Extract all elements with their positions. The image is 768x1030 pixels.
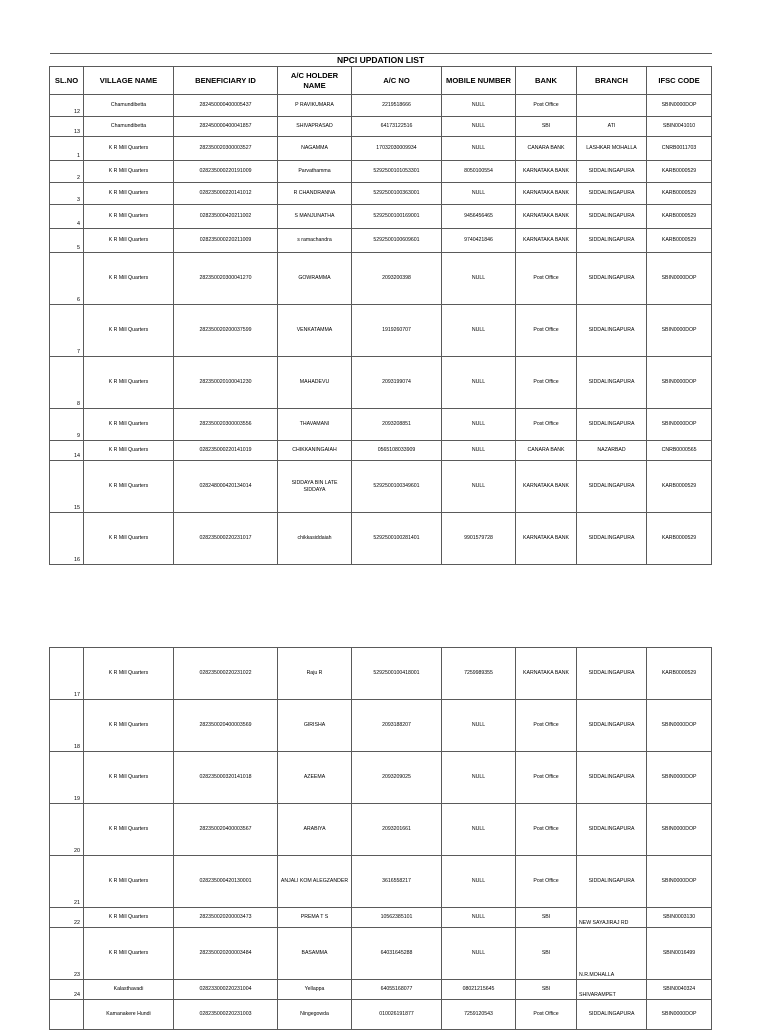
branch-cell: SIDDALINGAPURA bbox=[577, 856, 647, 908]
branch-cell: SIDDALINGAPURA bbox=[577, 700, 647, 752]
village-name-cell: K R Mill Quarters bbox=[84, 441, 174, 461]
ifsc-code-cell: KARB0000529 bbox=[647, 161, 712, 183]
mobile-number-cell: NULL bbox=[442, 409, 516, 441]
beneficiary-id-cell: 028235000420130001 bbox=[174, 856, 278, 908]
beneficiary-id-cell: 282350020400003569 bbox=[174, 700, 278, 752]
sl-no-cell: 16 bbox=[50, 513, 84, 565]
village-name-cell: K R Mill Quarters bbox=[84, 253, 174, 305]
ac-no-cell: 10562385101 bbox=[352, 908, 442, 928]
branch-cell bbox=[577, 95, 647, 117]
npci-table-1 bbox=[49, 53, 712, 565]
sl-no-cell: 4 bbox=[50, 205, 84, 229]
bank-cell: KARNATAKA BANK bbox=[516, 205, 577, 229]
sl-no-cell: 1 bbox=[50, 137, 84, 161]
bank-cell: Post Office bbox=[516, 752, 577, 804]
ac-no-cell: 2093208851 bbox=[352, 409, 442, 441]
table-row bbox=[50, 183, 712, 205]
table-row bbox=[50, 117, 712, 137]
ifsc-code-cell: SBIN0000DOP bbox=[647, 856, 712, 908]
ac-no-cell: 2093209025 bbox=[352, 752, 442, 804]
ac-holder-name-cell: Yellappa bbox=[278, 980, 352, 1000]
ifsc-code-cell: SBIN0000DOP bbox=[647, 752, 712, 804]
branch-cell: NAZARBAD bbox=[577, 441, 647, 461]
ifsc-code-cell: KARB0000529 bbox=[647, 205, 712, 229]
header-ac-no: A/C NO bbox=[352, 67, 442, 95]
branch-cell: SIDDALINGAPURA bbox=[577, 205, 647, 229]
npci-table-2 bbox=[49, 647, 712, 1030]
village-name-cell: Kamanakere Hundi bbox=[84, 1000, 174, 1030]
ac-no-cell: 2093200398 bbox=[352, 253, 442, 305]
ifsc-code-cell: KARB0000529 bbox=[647, 229, 712, 253]
ac-holder-name-cell: chikkasiddaiah bbox=[278, 513, 352, 565]
table-row bbox=[50, 908, 712, 928]
table-row bbox=[50, 752, 712, 804]
bank-cell: CANARA BANK bbox=[516, 441, 577, 461]
branch-cell: SIDDALINGAPURA bbox=[577, 253, 647, 305]
bank-cell: KARNATAKA BANK bbox=[516, 648, 577, 700]
village-name-cell: K R Mill Quarters bbox=[84, 183, 174, 205]
bank-cell: Post Office bbox=[516, 95, 577, 117]
ac-no-cell: 64031645288 bbox=[352, 928, 442, 980]
ifsc-code-cell: SBIN0000DOP bbox=[647, 804, 712, 856]
ac-no-cell: 1919260707 bbox=[352, 305, 442, 357]
ifsc-code-cell: CNRB0011703 bbox=[647, 137, 712, 161]
ifsc-code-cell: KARB0000529 bbox=[647, 648, 712, 700]
beneficiary-id-cell: 282350020200003473 bbox=[174, 908, 278, 928]
sl-no-cell: 12 bbox=[50, 95, 84, 117]
branch-cell: N.R.MOHALLA bbox=[577, 928, 647, 980]
table-row bbox=[50, 305, 712, 357]
branch-cell: ATI bbox=[577, 117, 647, 137]
branch-cell: SIDDALINGAPURA bbox=[577, 648, 647, 700]
bank-cell: SBI bbox=[516, 928, 577, 980]
header-row bbox=[50, 67, 712, 95]
table-row bbox=[50, 856, 712, 908]
ac-holder-name-cell: CHIKKANINGAIAH bbox=[278, 441, 352, 461]
mobile-number-cell: NULL bbox=[442, 461, 516, 513]
branch-cell: SIDDALINGAPURA bbox=[577, 229, 647, 253]
ac-holder-name-cell: SHIVAPRASAD bbox=[278, 117, 352, 137]
header-mobile-number: MOBILE NUMBER bbox=[442, 67, 516, 95]
ac-holder-name-cell: ARABIYA bbox=[278, 804, 352, 856]
sl-no-cell: 2 bbox=[50, 161, 84, 183]
ac-no-cell: 64055168077 bbox=[352, 980, 442, 1000]
ac-no-cell: 5292500100281401 bbox=[352, 513, 442, 565]
village-name-cell: K R Mill Quarters bbox=[84, 357, 174, 409]
beneficiary-id-cell: 028233000220231004 bbox=[174, 980, 278, 1000]
header-village-name: VILLAGE NAME bbox=[84, 67, 174, 95]
ifsc-code-cell: KARB0000529 bbox=[647, 461, 712, 513]
ifsc-code-cell: SBIN0000DOP bbox=[647, 357, 712, 409]
sl-no-cell: 9 bbox=[50, 409, 84, 441]
branch-cell: SIDDALINGAPURA bbox=[577, 513, 647, 565]
village-name-cell: K R Mill Quarters bbox=[84, 305, 174, 357]
branch-cell: SIDDALINGAPURA bbox=[577, 752, 647, 804]
village-name-cell: K R Mill Quarters bbox=[84, 700, 174, 752]
ac-no-cell: 5292500100349601 bbox=[352, 461, 442, 513]
ifsc-code-cell: SBIN0041010 bbox=[647, 117, 712, 137]
mobile-number-cell: NULL bbox=[442, 137, 516, 161]
sl-no-cell: 13 bbox=[50, 117, 84, 137]
header-bank: BANK bbox=[516, 67, 577, 95]
sl-no-cell: 22 bbox=[50, 908, 84, 928]
beneficiary-id-cell: 028235000420211002 bbox=[174, 205, 278, 229]
ac-no-cell: 5292500100363001 bbox=[352, 183, 442, 205]
table-row bbox=[50, 648, 712, 700]
table-row bbox=[50, 357, 712, 409]
sl-no-cell bbox=[50, 1000, 84, 1030]
beneficiary-id-cell: 282350020300003527 bbox=[174, 137, 278, 161]
branch-cell: SHIVARAMPET bbox=[577, 980, 647, 1000]
village-name-cell: K R Mill Quarters bbox=[84, 752, 174, 804]
ifsc-code-cell: KARB0000529 bbox=[647, 183, 712, 205]
bank-cell: KARNATAKA BANK bbox=[516, 161, 577, 183]
ac-no-cell: 5292500101053301 bbox=[352, 161, 442, 183]
ifsc-code-cell: SBIN0003130 bbox=[647, 908, 712, 928]
branch-cell: SIDDALINGAPURA bbox=[577, 1000, 647, 1030]
mobile-number-cell: NULL bbox=[442, 804, 516, 856]
ac-holder-name-cell: P RAVIKUMARA bbox=[278, 95, 352, 117]
village-name-cell: K R Mill Quarters bbox=[84, 205, 174, 229]
branch-cell: SIDDALINGAPURA bbox=[577, 183, 647, 205]
bank-cell: Post Office bbox=[516, 305, 577, 357]
table-row bbox=[50, 409, 712, 441]
beneficiary-id-cell: 282450000400005437 bbox=[174, 95, 278, 117]
bank-cell: KARNATAKA BANK bbox=[516, 183, 577, 205]
village-name-cell: K R Mill Quarters bbox=[84, 648, 174, 700]
ac-holder-name-cell: AZEEMA bbox=[278, 752, 352, 804]
ac-no-cell: 64173122516 bbox=[352, 117, 442, 137]
ac-holder-name-cell: Ningegowda bbox=[278, 1000, 352, 1030]
beneficiary-id-cell: 028248000420134014 bbox=[174, 461, 278, 513]
mobile-number-cell: 08021215645 bbox=[442, 980, 516, 1000]
table-2-body bbox=[50, 648, 712, 1030]
sl-no-cell: 15 bbox=[50, 461, 84, 513]
mobile-number-cell: NULL bbox=[442, 117, 516, 137]
ac-holder-name-cell: Parvathamma bbox=[278, 161, 352, 183]
ifsc-code-cell: SBIN0000DOP bbox=[647, 1000, 712, 1030]
branch-cell: SIDDALINGAPURA bbox=[577, 409, 647, 441]
mobile-number-cell: NULL bbox=[442, 928, 516, 980]
mobile-number-cell: NULL bbox=[442, 908, 516, 928]
mobile-number-cell: NULL bbox=[442, 856, 516, 908]
sl-no-cell: 17 bbox=[50, 648, 84, 700]
beneficiary-id-cell: 028235000220191009 bbox=[174, 161, 278, 183]
beneficiary-id-cell: 282350020400003567 bbox=[174, 804, 278, 856]
sl-no-cell: 14 bbox=[50, 441, 84, 461]
branch-cell: SIDDALINGAPURA bbox=[577, 461, 647, 513]
ac-no-cell: 010026191877 bbox=[352, 1000, 442, 1030]
ac-no-cell: 2093201661 bbox=[352, 804, 442, 856]
sl-no-cell: 23 bbox=[50, 928, 84, 980]
table-row bbox=[50, 928, 712, 980]
header-ifsc-code: IFSC CODE bbox=[647, 67, 712, 95]
village-name-cell: K R Mill Quarters bbox=[84, 409, 174, 441]
ac-no-cell: 5292500100169001 bbox=[352, 205, 442, 229]
ifsc-code-cell: SBIN0000DOP bbox=[647, 253, 712, 305]
bank-cell: Post Office bbox=[516, 357, 577, 409]
table-row bbox=[50, 441, 712, 461]
sl-no-cell: 6 bbox=[50, 253, 84, 305]
ac-no-cell: 3616558217 bbox=[352, 856, 442, 908]
mobile-number-cell: NULL bbox=[442, 441, 516, 461]
beneficiary-id-cell: 028235000320141018 bbox=[174, 752, 278, 804]
sl-no-cell: 20 bbox=[50, 804, 84, 856]
mobile-number-cell: NULL bbox=[442, 95, 516, 117]
ifsc-code-cell: SBIN0000DOP bbox=[647, 95, 712, 117]
sl-no-cell: 5 bbox=[50, 229, 84, 253]
village-name-cell: Chamundibetta bbox=[84, 117, 174, 137]
ac-no-cell: 5292500100609601 bbox=[352, 229, 442, 253]
table-1-body bbox=[50, 95, 712, 565]
ifsc-code-cell: SBIN0040324 bbox=[647, 980, 712, 1000]
table-row bbox=[50, 253, 712, 305]
table-row bbox=[50, 513, 712, 565]
ac-holder-name-cell: MAHADEVU bbox=[278, 357, 352, 409]
beneficiary-id-cell: 282350020200037599 bbox=[174, 305, 278, 357]
ac-holder-name-cell: BASAMMA bbox=[278, 928, 352, 980]
village-name-cell: K R Mill Quarters bbox=[84, 856, 174, 908]
mobile-number-cell: 7259120543 bbox=[442, 1000, 516, 1030]
ifsc-code-cell: SBIN0016499 bbox=[647, 928, 712, 980]
ifsc-code-cell: SBIN0000DOP bbox=[647, 409, 712, 441]
bank-cell: Post Office bbox=[516, 1000, 577, 1030]
mobile-number-cell: NULL bbox=[442, 357, 516, 409]
ac-holder-name-cell: ANJALI KOM ALEGZANDER bbox=[278, 856, 352, 908]
sl-no-cell: 24 bbox=[50, 980, 84, 1000]
bank-cell: Post Office bbox=[516, 253, 577, 305]
ac-holder-name-cell: THAVAMANI bbox=[278, 409, 352, 441]
ifsc-code-cell: KARB0000529 bbox=[647, 513, 712, 565]
table-row bbox=[50, 229, 712, 253]
bank-cell: KARNATAKA BANK bbox=[516, 229, 577, 253]
bank-cell: Post Office bbox=[516, 856, 577, 908]
ac-holder-name-cell: S MANJUNATHA bbox=[278, 205, 352, 229]
ac-no-cell: 2093199074 bbox=[352, 357, 442, 409]
table-row bbox=[50, 1000, 712, 1030]
mobile-number-cell: NULL bbox=[442, 752, 516, 804]
ifsc-code-cell: SBIN0000DOP bbox=[647, 700, 712, 752]
beneficiary-id-cell: 282350020300041270 bbox=[174, 253, 278, 305]
branch-cell: LASHKAR MOHALLA bbox=[577, 137, 647, 161]
ac-holder-name-cell: PREMA T S bbox=[278, 908, 352, 928]
table-row bbox=[50, 95, 712, 117]
village-name-cell: K R Mill Quarters bbox=[84, 161, 174, 183]
mobile-number-cell: 9901579728 bbox=[442, 513, 516, 565]
beneficiary-id-cell: 028235000220231022 bbox=[174, 648, 278, 700]
table-row bbox=[50, 700, 712, 752]
header-beneficiary-id: BENEFICIARY ID bbox=[174, 67, 278, 95]
ac-no-cell: 2219518666 bbox=[352, 95, 442, 117]
village-name-cell: K R Mill Quarters bbox=[84, 229, 174, 253]
sl-no-cell: 19 bbox=[50, 752, 84, 804]
table-row bbox=[50, 161, 712, 183]
ac-holder-name-cell: s ramachandra bbox=[278, 229, 352, 253]
branch-cell: SIDDALINGAPURA bbox=[577, 804, 647, 856]
branch-cell: NEW SAYAJIRAJ RD bbox=[577, 908, 647, 928]
ifsc-code-cell: CNRB0000565 bbox=[647, 441, 712, 461]
branch-cell: SIDDALINGAPURA bbox=[577, 161, 647, 183]
beneficiary-id-cell: 282350020200003484 bbox=[174, 928, 278, 980]
village-name-cell: K R Mill Quarters bbox=[84, 513, 174, 565]
branch-cell: SIDDALINGAPURA bbox=[577, 357, 647, 409]
table-title: NPCI UPDATION LIST bbox=[50, 54, 712, 67]
bank-cell: SBI bbox=[516, 980, 577, 1000]
sl-no-cell: 8 bbox=[50, 357, 84, 409]
ac-holder-name-cell: SIDDAYA BIN LATE SIDDAYA bbox=[278, 461, 352, 513]
bank-cell: SBI bbox=[516, 117, 577, 137]
header-sl-no: SL.NO bbox=[50, 67, 84, 95]
village-name-cell: K R Mill Quarters bbox=[84, 137, 174, 161]
ac-holder-name-cell: NAGAMMA bbox=[278, 137, 352, 161]
village-name-cell: K R Mill Quarters bbox=[84, 908, 174, 928]
table-row bbox=[50, 804, 712, 856]
sl-no-cell: 3 bbox=[50, 183, 84, 205]
mobile-number-cell: 7259989355 bbox=[442, 648, 516, 700]
sl-no-cell: 21 bbox=[50, 856, 84, 908]
beneficiary-id-cell: 028235000220231017 bbox=[174, 513, 278, 565]
beneficiary-id-cell: 282350020300003556 bbox=[174, 409, 278, 441]
beneficiary-id-cell: 028235000220211009 bbox=[174, 229, 278, 253]
ac-holder-name-cell: R CHANDRANNA bbox=[278, 183, 352, 205]
ifsc-code-cell: SBIN0000DOP bbox=[647, 305, 712, 357]
beneficiary-id-cell: 028235000220141012 bbox=[174, 183, 278, 205]
beneficiary-id-cell: 028235000220231003 bbox=[174, 1000, 278, 1030]
header-ac-holder-name: A/C HOLDER NAME bbox=[278, 67, 352, 95]
village-name-cell: Kalasthavadi bbox=[84, 980, 174, 1000]
bank-cell: CANARA BANK bbox=[516, 137, 577, 161]
mobile-number-cell: 9456456465 bbox=[442, 205, 516, 229]
bank-cell: KARNATAKA BANK bbox=[516, 513, 577, 565]
sl-no-cell: 18 bbox=[50, 700, 84, 752]
sl-no-cell: 7 bbox=[50, 305, 84, 357]
ac-holder-name-cell: VENKATAMMA bbox=[278, 305, 352, 357]
ac-no-cell: 5292500100418001 bbox=[352, 648, 442, 700]
mobile-number-cell: 8050100554 bbox=[442, 161, 516, 183]
bank-cell: Post Office bbox=[516, 409, 577, 441]
table-row bbox=[50, 137, 712, 161]
village-name-cell: K R Mill Quarters bbox=[84, 928, 174, 980]
branch-cell: SIDDALINGAPURA bbox=[577, 305, 647, 357]
ac-no-cell: 0565108033909 bbox=[352, 441, 442, 461]
ac-holder-name-cell: GIRISHA bbox=[278, 700, 352, 752]
table-row bbox=[50, 205, 712, 229]
mobile-number-cell: NULL bbox=[442, 700, 516, 752]
bank-cell: SBI bbox=[516, 908, 577, 928]
header-branch: BRANCH bbox=[577, 67, 647, 95]
village-name-cell: Chamundibetta bbox=[84, 95, 174, 117]
ac-holder-name-cell: Raju R bbox=[278, 648, 352, 700]
mobile-number-cell: 9740421846 bbox=[442, 229, 516, 253]
bank-cell: KARNATAKA BANK bbox=[516, 461, 577, 513]
village-name-cell: K R Mill Quarters bbox=[84, 804, 174, 856]
table-row bbox=[50, 461, 712, 513]
ac-holder-name-cell: GOWRAMMA bbox=[278, 253, 352, 305]
table-row bbox=[50, 980, 712, 1000]
ac-no-cell: 2093188207 bbox=[352, 700, 442, 752]
beneficiary-id-cell: 282350020100041230 bbox=[174, 357, 278, 409]
bank-cell: Post Office bbox=[516, 700, 577, 752]
beneficiary-id-cell: 282450000400041857 bbox=[174, 117, 278, 137]
mobile-number-cell: NULL bbox=[442, 183, 516, 205]
village-name-cell: K R Mill Quarters bbox=[84, 461, 174, 513]
beneficiary-id-cell: 028235000220141019 bbox=[174, 441, 278, 461]
mobile-number-cell: NULL bbox=[442, 305, 516, 357]
ac-no-cell: 17032030009934 bbox=[352, 137, 442, 161]
mobile-number-cell: NULL bbox=[442, 253, 516, 305]
bank-cell: Post Office bbox=[516, 804, 577, 856]
